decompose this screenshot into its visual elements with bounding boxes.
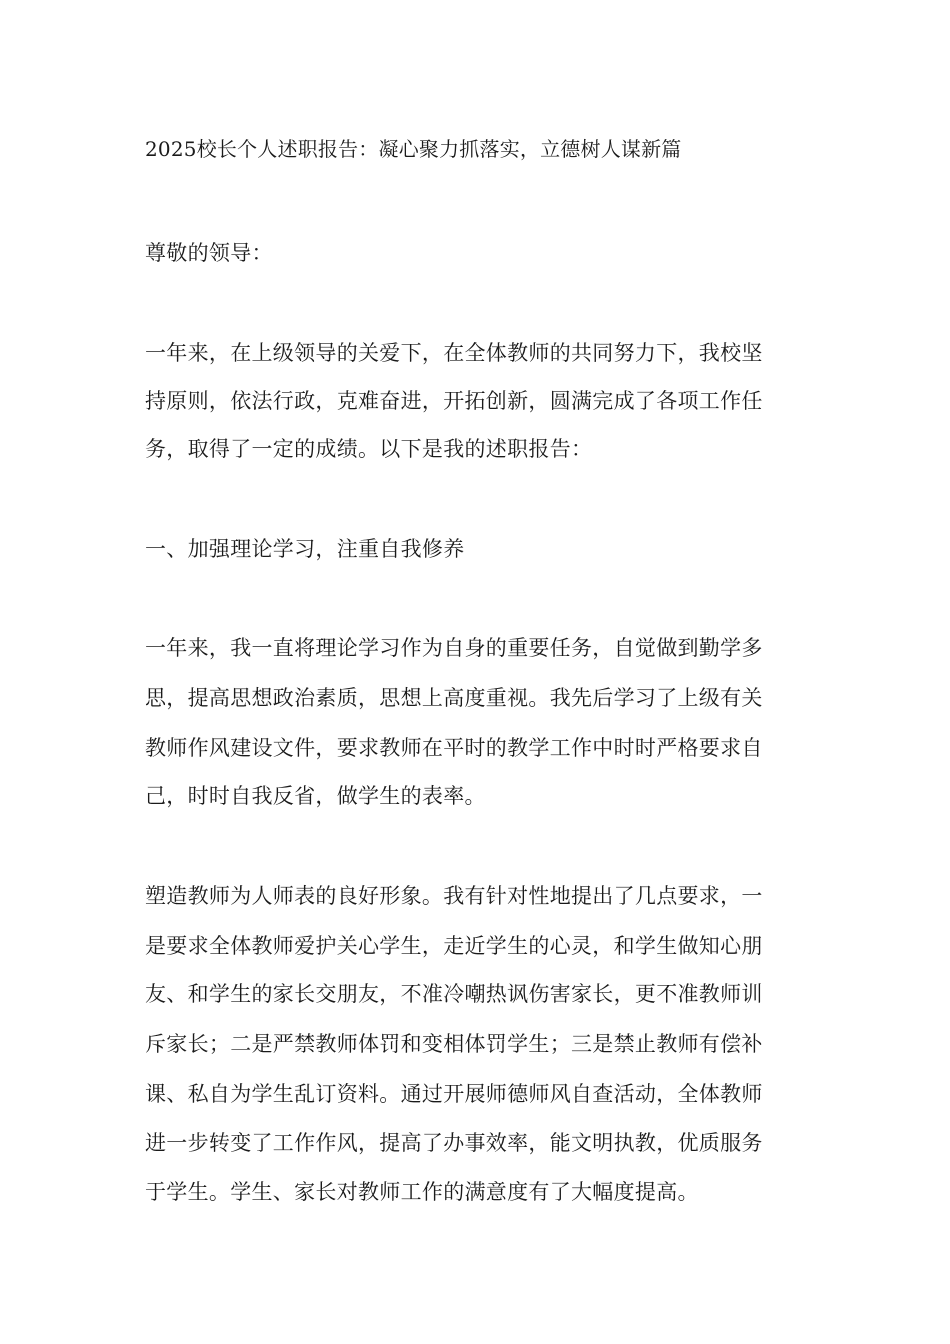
paragraph-line: 塑造教师为人师表的良好形象。我有针对性地提出了几点要求，一 (145, 884, 763, 908)
paragraph-line: 思，提高思想政治素质，思想上高度重视。我先后学习了上级有关 (145, 686, 763, 710)
paragraph-line: 斥家长；二是严禁教师体罚和变相体罚学生；三是禁止教师有偿补 (145, 1032, 763, 1056)
intro-line: 持原则，依法行政，克难奋进，开拓创新，圆满完成了各项工作任 (145, 389, 763, 413)
section-heading: 一、加强理论学习，注重自我修养 (145, 537, 465, 561)
paragraph-line: 于学生。学生、家长对教师工作的满意度有了大幅度提高。 (145, 1180, 699, 1204)
paragraph-line: 课、私自为学生乱订资料。通过开展师德师风自查活动，全体教师 (145, 1082, 763, 1106)
paragraph-line: 友、和学生的家长交朋友，不准冷嘲热讽伤害家长，更不准教师训 (145, 982, 763, 1006)
paragraph-line: 一年来，我一直将理论学习作为自身的重要任务，自觉做到勤学多 (145, 636, 763, 660)
document-title: 2025校长个人述职报告：凝心聚力抓落实，立德树人谋新篇 (145, 137, 682, 161)
paragraph-line: 教师作风建设文件，要求教师在平时的教学工作中时时严格要求自 (145, 736, 763, 760)
paragraph-line: 进一步转变了工作作风，提高了办事效率，能文明执教，优质服务 (145, 1131, 763, 1155)
paragraph-line: 是要求全体教师爱护关心学生，走近学生的心灵，和学生做知心朋 (145, 934, 763, 958)
intro-line: 一年来，在上级领导的关爱下，在全体教师的共同努力下，我校坚 (145, 341, 763, 365)
paragraph-line: 己，时时自我反省，做学生的表率。 (145, 784, 486, 808)
intro-line: 务，取得了一定的成绩。以下是我的述职报告： (145, 437, 593, 461)
salutation: 尊敬的领导： (145, 241, 273, 265)
